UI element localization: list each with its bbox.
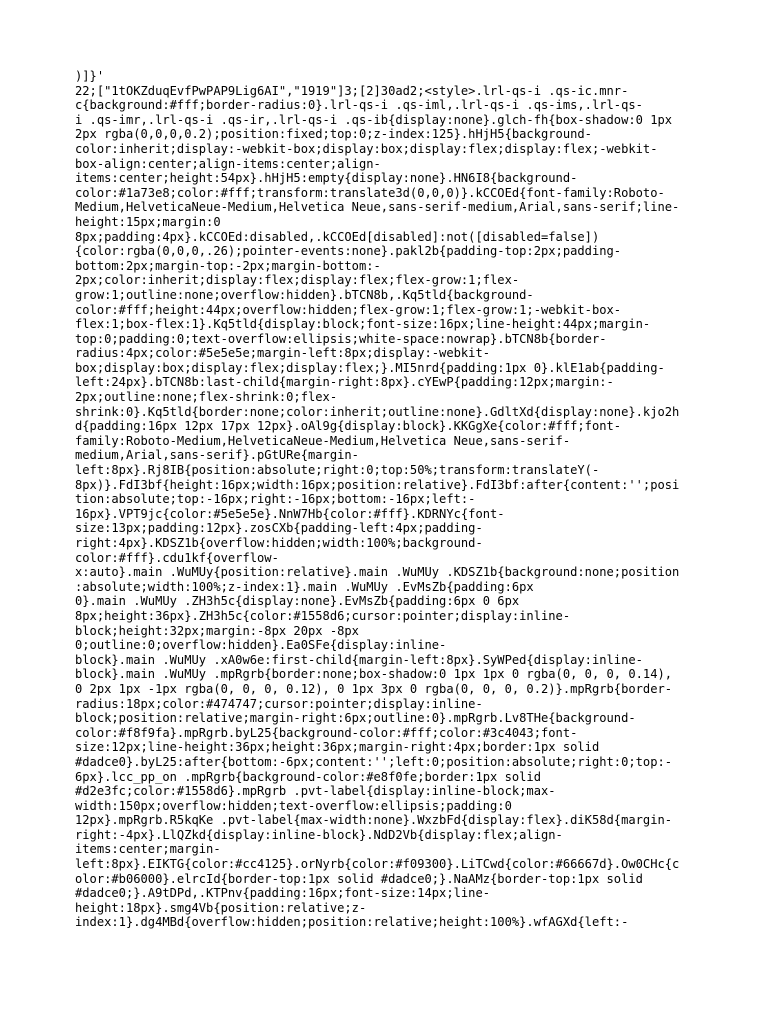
text-line: right:4px}.KDSZ1b{overflow:hidden;width:100%;background- (75, 536, 483, 550)
text-line: block}.main .WuMUy .xA0w6e:first-child{margin-left:8px}.SyWPed{display:inline- (75, 652, 643, 667)
text-line: index:1}.dg4MBd{overflow:hidden;position:relative;height:100%}.wfAGXd{left:- (75, 915, 629, 930)
text-line: box-align:center;align-items:center;align- (75, 156, 381, 171)
text-line: )]}' (75, 69, 105, 83)
text-line: radius:18px;color:#474747;cursor:pointer;display:inline- (75, 696, 483, 711)
text-line: block;position:relative;margin-right:6px;outline:0}.mpRgrb.Lv8THe{background- (75, 711, 636, 726)
text-line: color:inherit;display:-webkit-box;display:box;display:flex;display:flex;-webkit- (75, 141, 658, 156)
text-line: height:18px}.smg4Vb{position:relative;z- (75, 900, 367, 915)
text-line: block;height:32px;margin:-8px 20px -8px (75, 623, 359, 638)
text-line: size:13px;padding:12px}.zosCXb{padding-left:4px;padding- (75, 521, 483, 536)
text-line: shrink:0}.Kq5tld{border:none;color:inherit;outline:none}.GdltXd{display:none}.kjo2h (75, 404, 680, 419)
text-line: color:#fff;height:44px;overflow:hidden;flex-grow:1;flex-grow:1;-webkit-box- (75, 302, 622, 317)
text-line: 2px;outline:none;flex-shrink:0;flex- (75, 390, 338, 405)
text-line: 6px}.lcc_pp_on .mpRgrb{background-color:#e8f0fe;border:1px solid (75, 769, 541, 784)
text-line: left:24px}.bTCN8b:last-child{margin-right:8px}.cYEwP{padding:12px;margin:- (75, 375, 614, 390)
text-line: medium,Arial,sans-serif}.pGtURe{margin- (75, 448, 359, 463)
text-line: height:15px;margin:0 (75, 214, 221, 229)
text-line: 2px;color:inherit;display:flex;display:flex;flex-grow:1;flex- (75, 273, 520, 288)
text-line: bottom:2px;margin-top:-2px;margin-bottom:- (75, 258, 381, 273)
text-line: flex:1;box-flex:1}.Kq5tld{display:block;font-size:16px;line-height:44px;margin- (75, 317, 651, 332)
text-line: 0;outline:0;overflow:hidden}.Ea0SFe{display:inline- (75, 638, 447, 653)
text-line: left:8px}.Rj8IB{position:absolute;right:0;top:50%;transform:translateY(- (75, 463, 600, 478)
raw-response-text (75, 69, 695, 930)
text-line: radius:4px;color:#5e5e5e;margin-left:8px;display:-webkit- (75, 346, 491, 361)
text-line: items:center;margin- (75, 842, 221, 857)
text-line: i .qs-imr,.lrl-qs-i .qs-ir,.lrl-qs-i .qs-ib{display:none}.glch-fh{box-shadow:0 1px (75, 112, 673, 127)
text-line: left:8px}.EIKTG{color:#cc4125}.orNyrb{color:#f09300}.LiTCwd{color:#66667d}.Ow0CHc{c (75, 857, 680, 872)
text-line: d{padding:16px 12px 17px 12px}.oAl9g{display:block}.KKGgXe{color:#fff;font- (75, 419, 622, 434)
text-line: c{background:#fff;border-radius:0}.lrl-qs-i .qs-iml,.lrl-qs-i .qs-ims,.lrl-qs- (75, 98, 643, 113)
text-line: top:0;padding:0;text-overflow:ellipsis;white-space:nowrap}.bTCN8b{border- (75, 331, 607, 346)
text-line: #dadce0}.byL25:after{bottom:-6px;content:'';left:0;position:absolute;right:0;top:- (75, 754, 673, 769)
text-line: 8px;padding:4px}.kCCOEd:disabled,.kCCOEd[disabled]:not([disabled=false]) (75, 229, 600, 244)
text-line: :absolute;width:100%;z-index:1}.main .WuMUy .EvMsZb{padding:6px (75, 579, 534, 594)
text-line: tion:absolute;top:-16px;right:-16px;bottom:-16px;left:- (75, 492, 476, 507)
text-line: {color:rgba(0,0,0,.26);pointer-events:none}.pakl2b{padding-top:2px;padding- (75, 244, 622, 259)
text-line: items:center;height:54px}.hHjH5:empty{display:none}.HN6I8{background- (75, 171, 578, 186)
text-line: family:Roboto-Medium,HelveticaNeue-Medium,Helvetica Neue,sans-serif- (75, 433, 571, 448)
text-line: #dadce0;}.A9tDPd,.KTPnv{padding:16px;font-size:14px;line- (75, 886, 491, 901)
text-line: block}.main .WuMUy .mpRgrb{border:none;box-shadow:0 1px 1px 0 rgba(0, 0, 0, 0.14), (75, 667, 673, 682)
text-line: color:#f8f9fa}.mpRgrb.byL25{background-color:#fff;color:#3c4043;font- (75, 725, 578, 740)
text-line: 22;["1tOKZduqEvfPwPAP9Lig6AI","1919"]3;[2]30ad2;<style>.lrl-qs-i .qs-ic.mnr- (75, 83, 629, 98)
text-line: 12px}.mpRgrb.R5kqKe .pvt-label{max-width:none}.WxzbFd{display:flex}.diK58d{margin- (75, 813, 673, 828)
text-line: color:#1a73e8;color:#fff;transform:translate3d(0,0,0)}.kCCOEd{font-family:Roboto- (75, 185, 665, 200)
text-line: width:150px;overflow:hidden;text-overflow:ellipsis;padding:0 (75, 798, 512, 813)
text-line: box;display:box;display:flex;display:flex;}.MI5nrd{padding:1px 0}.klE1ab{padding- (75, 360, 665, 375)
text-line: x:auto}.main .WuMUy{position:relative}.main .WuMUy .KDSZ1b{background:none;position (75, 565, 680, 580)
text-line: size:12px;line-height:36px;height:36px;margin-right:4px;border:1px solid (75, 740, 600, 755)
text-line: olor:#b06000}.elrcId{border-top:1px solid #dadce0;}.NaAMz{border-top:1px solid (75, 871, 643, 886)
text-line: grow:1;outline:none;overflow:hidden}.bTCN8b,.Kq5tld{background- (75, 287, 534, 302)
text-line: color:#fff}.cdu1kf{overflow- (75, 550, 279, 565)
text-line: 0}.main .WuMUy .ZH3h5c{display:none}.EvMsZb{padding:6px 0 6px (75, 594, 520, 609)
text-line: 2px rgba(0,0,0,0.2);position:fixed;top:0;z-index:125}.hHjH5{background- (75, 127, 592, 142)
text-line: right:-4px}.LlQZkd{display:inline-block}.NdD2Vb{display:flex;align- (75, 827, 563, 842)
text-line: 16px}.VPT9jc{color:#5e5e5e}.NnW7Hb{color:#fff}.KDRNYc{font- (75, 506, 505, 521)
text-line: 8px)}.FdI3bf{height:16px;width:16px;position:relative}.FdI3bf:after{content:'';posi (75, 477, 680, 492)
text-line: Medium,HelveticaNeue-Medium,Helvetica Neue,sans-serif-medium,Arial,sans-serif;line- (75, 200, 680, 215)
text-line: 0 2px 1px -1px rgba(0, 0, 0, 0.12), 0 1px 3px 0 rgba(0, 0, 0, 0.2)}.mpRgrb{border- (75, 681, 673, 696)
text-line: 8px;height:36px}.ZH3h5c{color:#1558d6;cursor:pointer;display:inline- (75, 608, 571, 623)
text-line: #d2e3fc;color:#1558d6}.mpRgrb .pvt-label{display:inline-block;max- (75, 784, 556, 799)
